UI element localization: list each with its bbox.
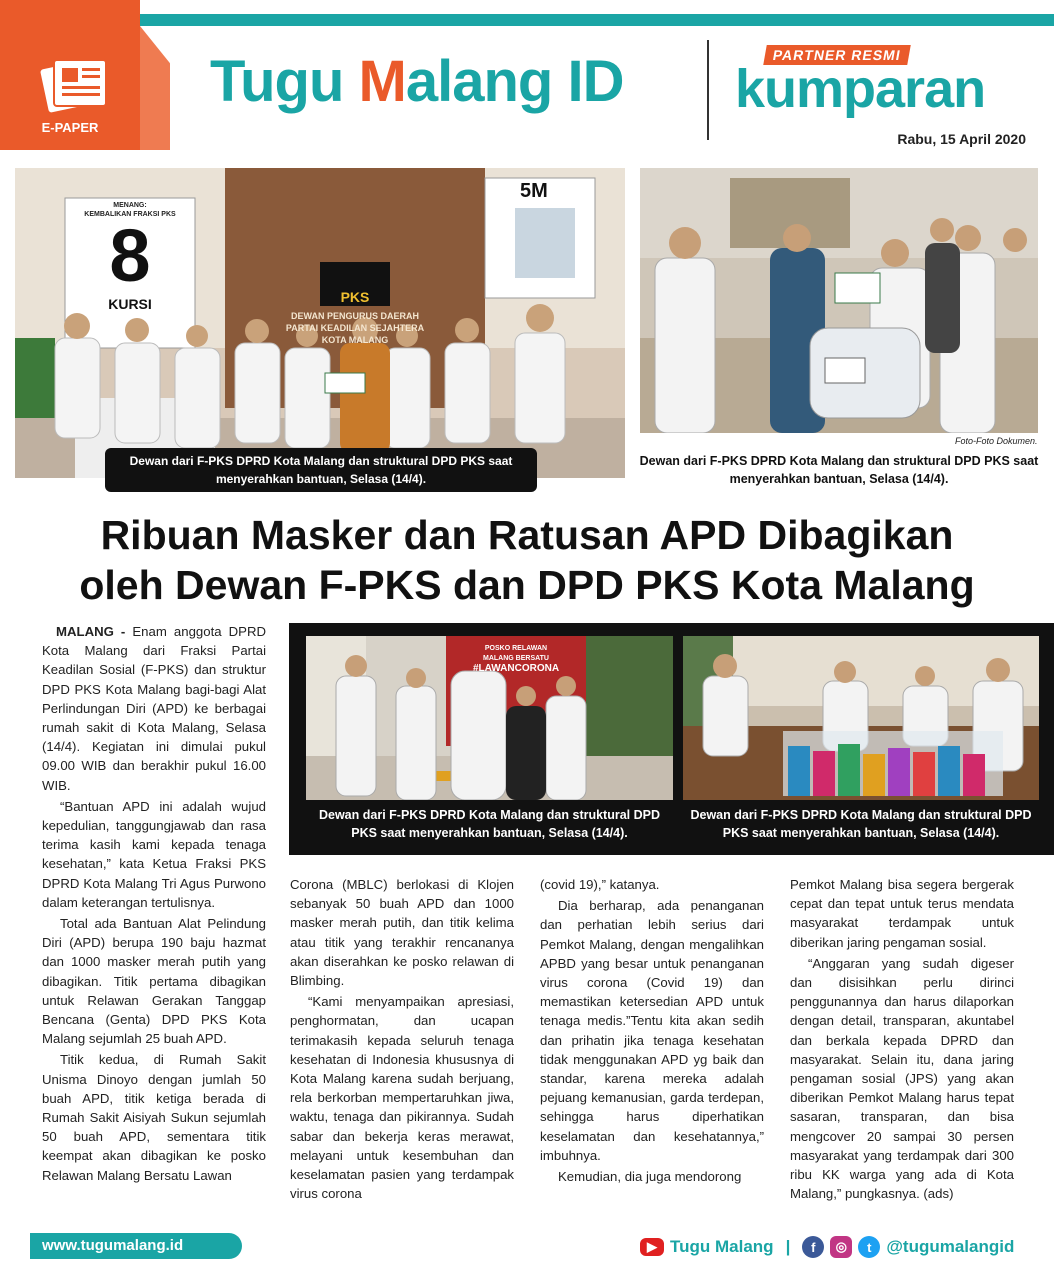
tugumalang-logo[interactable] [210, 48, 623, 115]
photo-top-right [640, 168, 1038, 433]
logo-part1: Tugu [210, 49, 359, 114]
wall-sign-line3: KOTA MALANG [321, 335, 389, 345]
posko-banner-line3: #LAWANCORONA [472, 663, 560, 674]
photo-mid-right [683, 636, 1039, 800]
caption-top-right: Dewan dari F-PKS DPRD Kota Malang dan struktural DPD PKS saat menyerahkan bantuan, Selasa (14/4). [639, 454, 1039, 486]
posko-banner-line2: MALANG BERSATU [483, 655, 549, 662]
website-link[interactable]: www.tugumalang.id [30, 1233, 242, 1259]
youtube-channel[interactable]: Tugu Malang [670, 1237, 774, 1256]
col3-paragraph: Dia berharap, ada penanganan dan perhatian lebih serius dari Pemkot Malang, dengan mengalihkan APBD yang besar untuk penanganan virus corona (Covid 19) dan memastikan ketersedian APD untuk tenaga medis.”Tentu kita akan sedih dan prihatin jika tenaga kesehatan tidak menggunakan APD yg baik dan standar, karena mereka adalah pejuang kemanusian, garda terdepan, sehingga harus diperhatikan keselamatan dan kesehatannya,” imbuhnya. [540, 898, 764, 1163]
article-headline [0, 510, 1054, 610]
logo-part2: alang ID [405, 49, 624, 114]
wall-sign [245, 310, 465, 346]
header-divider [707, 40, 709, 140]
logo-m: M [358, 49, 406, 114]
banner-number: 8 [109, 214, 151, 297]
banner-kursi: KURSI [108, 296, 152, 312]
posko-banner-line1: POSKO RELAWAN [484, 645, 548, 652]
photo-top-right-image [640, 168, 1038, 433]
social-handle[interactable]: @tugumalangid [886, 1237, 1015, 1256]
caption-mid-right: Dewan dari F-PKS DPRD Kota Malang dan struktural DPD PKS saat menyerahkan bantuan, Selasa (14/4). [690, 808, 1032, 840]
issue-date: Rabu, 15 April 2020 [897, 131, 1026, 147]
photo-mid-right-image [683, 636, 1039, 800]
partner-resmi-label: PARTNER RESMI [763, 45, 910, 65]
wall-sign-line1: DEWAN PENGURUS DAERAH [290, 311, 419, 321]
col4-paragraph: Pemkot Malang bisa segera bergerak cepat dan tepat untuk terus mendata masyarakat terdampak untuk diberikan jaring pengaman sosial. [790, 877, 1014, 950]
footer-separator: | [785, 1237, 791, 1256]
article-column-3 [540, 875, 764, 1188]
newspaper-icon [40, 50, 110, 114]
article-column-2 [290, 875, 514, 1205]
header-top-bar [62, 14, 1054, 26]
headline-line1: Ribuan Masker dan Ratusan APD Dibagikan [100, 512, 954, 558]
photo-credit: Foto-Foto Dokumen. [955, 436, 1038, 446]
poster-5m: 5M [520, 180, 548, 202]
youtube-icon[interactable]: ▶ [640, 1238, 664, 1256]
col1-paragraph: “Bantuan APD ini adalah wujud kepedulian, tanggungjawab dan rasa terima kasih kami kepada tenaga kesehatan,” kata Ketua Fraksi PKS DPRD Kota Malang Tri Agus Purwono dalam keterangan tertulisnya. [42, 798, 266, 910]
col2-paragraph: Corona (MBLC) berlokasi di Klojen sebanyak 50 buah APD dan 1000 masker merah putih, dan titik kelima atau titik yang terakhir rencananya akan diserahkan ke posko relawan di Blimbing. [290, 877, 514, 989]
col1-paragraph: MALANG - Enam anggota DPRD Kota Malang dari Fraksi Partai Keadilan Sosial (F-PKS) dan struktur DPD PKS Kota Malang bagi-bagi Alat Perlindungan Diri (APD) ke berbagai rumah sakit di Kota Malang, Selasa (14/4). Kegiatan ini dimulai pukul 09.00 WIB dan berakhir pukul 16.00 WIB. [42, 624, 266, 793]
col4-paragraph: “Anggaran yang sudah digeser dan disisihkan perlu dirinci penggunannya dan harus dilaporkan dengan detail, transparan, akuntabel dan berkala kepada DPRD dan masyarakat. Selain itu, dana jaring pengaman sosial (JPS) yang akan diberikan Pemkot Malang harus tepat sasaran, transparan, dan bisa mengcover 20 sampai 30 persen masyarakat yang terdampak dari 300 ribu KK warga yang ada di Kota Malang,” pungkasnya. (ads) [790, 955, 1014, 1202]
pks-logo: PKS [320, 262, 390, 306]
epaper-label: E-PAPER [41, 120, 99, 135]
caption-mid-left: Dewan dari F-PKS DPRD Kota Malang dan struktural DPD PKS saat menyerahkan bantuan, Selasa (14/4). [318, 808, 661, 840]
col3-paragraph: (covid 19),” katanya. [540, 877, 660, 892]
headline-line2: oleh Dewan F-PKS dan DPD PKS Kota Malang [79, 562, 975, 608]
banner-menang: MENANG: [113, 202, 147, 209]
epaper-corner-shade [140, 26, 170, 150]
kumparan-logo[interactable]: kumparan [735, 59, 986, 119]
photo-mid-left [306, 636, 673, 800]
col1-paragraph: Total ada Bantuan Alat Pelindung Diri (APD) berupa 190 baju hazmat dan 1000 masker merah putih yang dibagikan. Titik pertama dibagikan untuk Relawan Gerakan Tanggap Bencana (Genta) DPD PKS Kota Malang sejumlah 25 buah APD. [42, 916, 266, 1047]
col1-paragraph: Titik kedua, di Rumah Sakit Unisma Dinoyo dengan jumlah 50 buah APD, titik ketiga berada di Rumah Sakit Aisiyah Sukun sejumlah 50 buah APD, sementara titik keempat akan dibagikan ke posko Relawan Malang Bersatu Lawan [42, 1052, 266, 1183]
col3-paragraph: Kemudian, dia juga mendorong [558, 1169, 742, 1185]
instagram-icon[interactable]: ◎ [830, 1236, 852, 1258]
photo-top-left [15, 168, 625, 478]
banner-kembalikan: KEMBALIKAN FRAKSI PKS [84, 211, 176, 218]
posko-banner [446, 644, 586, 674]
social-bar [640, 1234, 1014, 1260]
caption-top-left: Dewan dari F-PKS DPRD Kota Malang dan struktural DPD PKS saat menyerahkan bantuan, Selasa (14/4). [105, 448, 537, 492]
twitter-icon[interactable]: t [858, 1236, 880, 1258]
col2-paragraph: “Kami menyampaikan apresiasi, penghormatan, dan ucapan terimakasih kepada seluruh tenaga kesehatan di Indonesia khususnya di Kota Malang karena sudah berjuang, rela berkorban mempertaruhkan jiwa, waktu, tenaga dan pikirannya. Sudah sabar dan bekerja keras merawat, melayani untuk kesembuhan dan keselamatan pasien yang terdampak virus corona [290, 994, 514, 1202]
facebook-icon[interactable]: f [802, 1236, 824, 1258]
article-column-4 [790, 875, 1014, 1205]
dateline: MALANG - [56, 624, 126, 639]
wall-sign-line2: PARTAI KEADILAN SEJAHTERA [285, 323, 425, 333]
article-column-1 [42, 622, 266, 1187]
